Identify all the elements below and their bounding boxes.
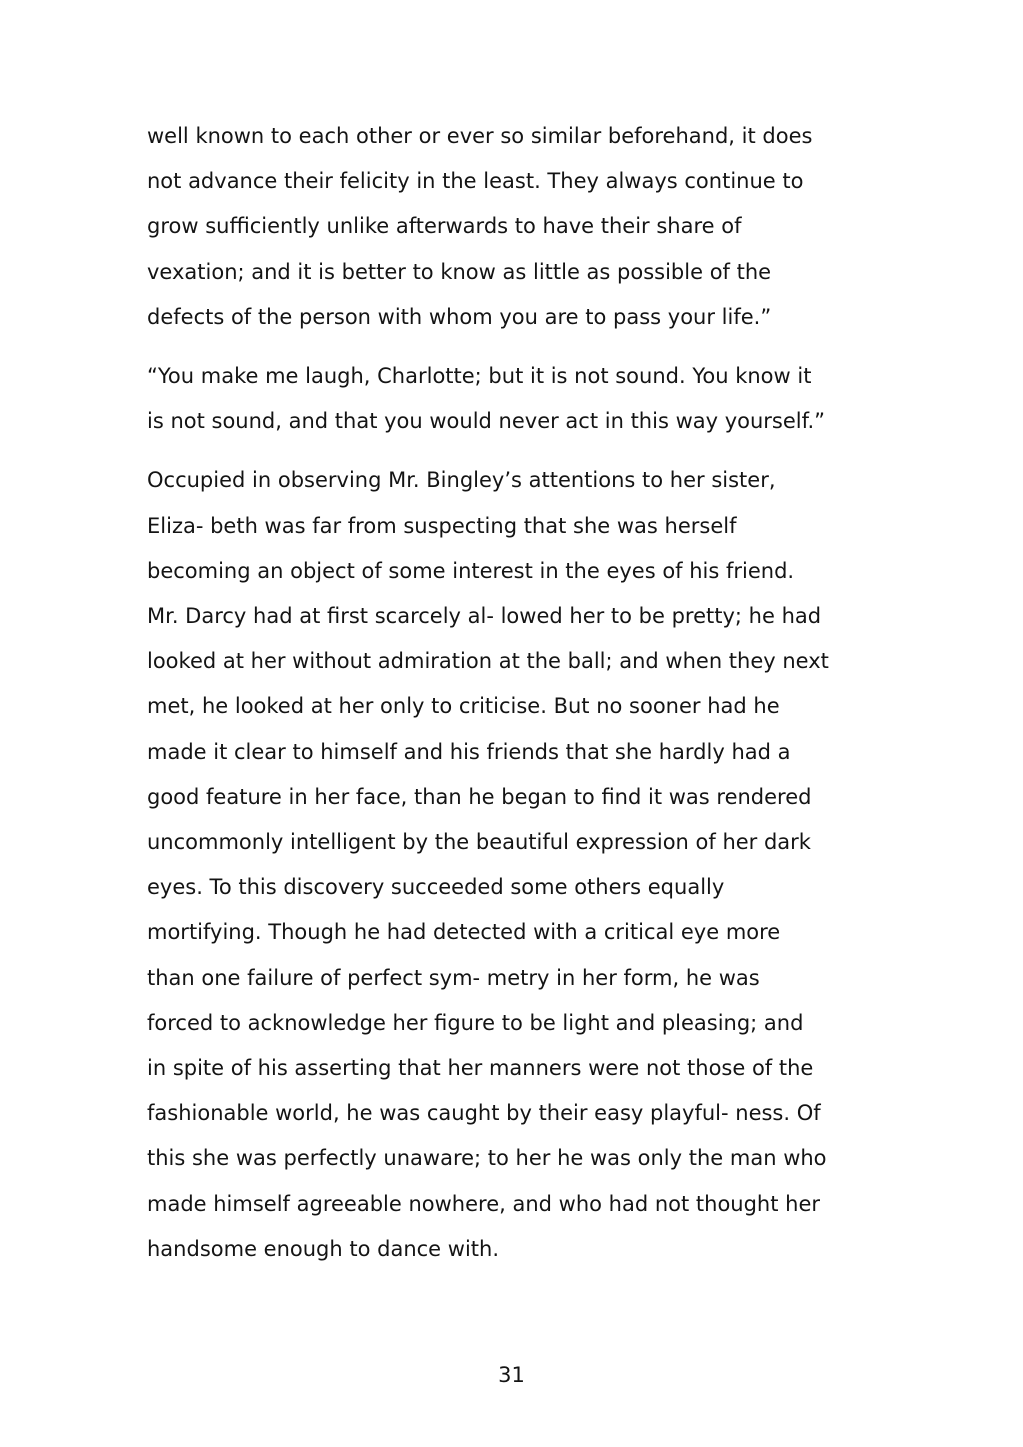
text-line: is not sound, and that you would never act in this way yourself.” — [147, 409, 826, 434]
text-line: grow sufficiently unlike afterwards to have their share of — [147, 214, 742, 239]
text-line: eyes. To this discovery succeeded some others equally — [147, 875, 725, 900]
text-line: mortifying. Though he had detected with a critical eye more — [147, 920, 781, 945]
paragraph-2 — [147, 354, 887, 444]
text-line: met, he looked at her only to criticise. But no sooner had he — [147, 694, 780, 719]
paragraph-3 — [147, 458, 887, 1272]
text-line: well known to each other or ever so similar beforehand, it does — [147, 124, 813, 148]
paragraph-1 — [147, 114, 887, 340]
text-line: Mr. Darcy had at first scarcely al- lowed her to be pretty; he had — [147, 604, 822, 629]
text-line: not advance their felicity in the least. They always continue to — [147, 169, 804, 194]
text-line: than one failure of perfect sym- metry in her form, he was — [147, 965, 760, 990]
text-line: “You make me laugh, Charlotte; but it is not sound. You know it — [147, 364, 812, 389]
text-line: this she was perfectly unaware; to her he was only the man who — [147, 1146, 827, 1171]
text-line: vexation; and it is better to know as little as possible of the — [147, 259, 772, 284]
text-line: defects of the person with whom you are to pass your life.” — [147, 304, 772, 329]
text-line: forced to acknowledge her figure to be light and pleasing; and — [147, 1010, 804, 1035]
text-line: becoming an object of some interest in the eyes of his friend. — [147, 558, 795, 583]
text-line: Occupied in observing Mr. Bingley’s attentions to her sister, — [147, 468, 776, 493]
text-line: fashionable world, he was caught by their easy playful- ness. Of — [147, 1101, 821, 1126]
text-line: uncommonly intelligent by the beautiful expression of her dark — [147, 830, 811, 855]
body-text — [147, 114, 887, 1286]
text-line: Eliza- beth was far from suspecting that she was herself — [147, 513, 737, 538]
text-line: handsome enough to dance with. — [147, 1236, 499, 1261]
text-line: looked at her without admiration at the ball; and when they next — [147, 649, 829, 674]
page-number: 31 — [498, 1363, 525, 1387]
text-line: good feature in her face, than he began to find it was rendered — [147, 784, 812, 809]
text-line: made it clear to himself and his friends that she hardly had a — [147, 739, 791, 764]
text-line: in spite of his asserting that her manners were not those of the — [147, 1056, 814, 1081]
text-line: made himself agreeable nowhere, and who had not thought her — [147, 1191, 821, 1216]
